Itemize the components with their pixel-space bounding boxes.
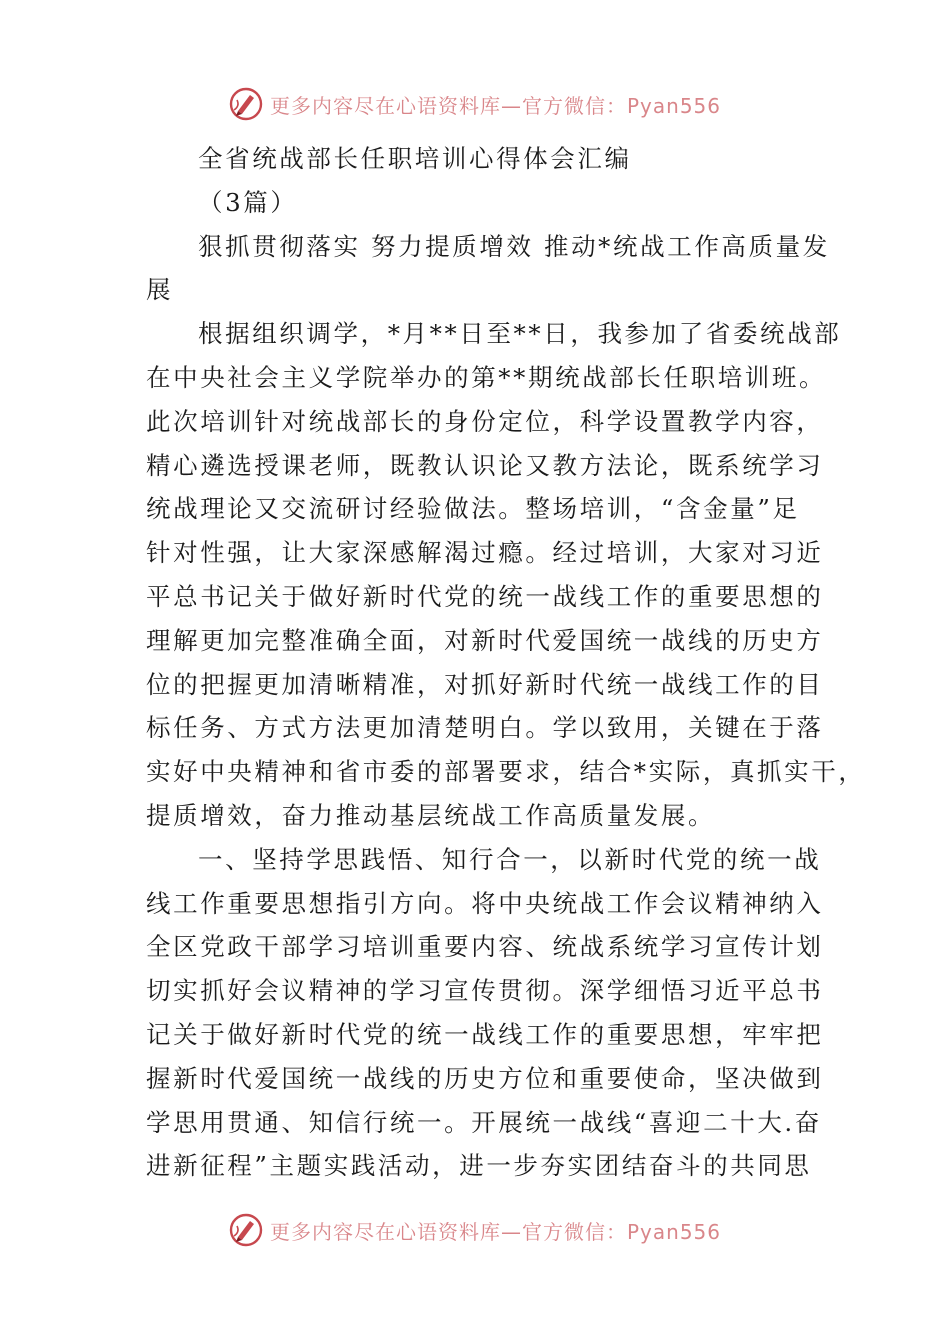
paragraph-line: 全区党政干部学习培训重要内容、统战系统学习宣传计划 xyxy=(146,932,824,962)
paragraph-line: 精心遴选授课老师，既教认识论又教方法论，既系统学习 xyxy=(146,450,824,480)
paragraph-line: 学思用贯通、知信行统一。开展统一战线“喜迎二十大.奋 xyxy=(146,1107,822,1137)
section-heading-line: 展 xyxy=(146,275,174,305)
paragraph-line: 统战理论又交流研讨经验做法。整场培训，“含金量”足 xyxy=(146,494,800,524)
paragraph-line: 线工作重要思想指引方向。将中央统战工作会议精神纳入 xyxy=(146,888,824,918)
paragraph-line: 针对性强，让大家深感解渴过瘾。经过培训，大家对习近 xyxy=(146,538,824,568)
paragraph-line: 此次培训针对统战部长的身份定位，科学设置教学内容， xyxy=(146,406,824,436)
section-heading-line: 狠抓贯彻落实 努力提质增效 推动*统战工作高质量发 xyxy=(198,231,830,261)
document-title: 全省统战部长任职培训心得体会汇编 xyxy=(198,144,632,173)
paragraph-line: 一、坚持学思践悟、知行合一，以新时代党的统一战 xyxy=(198,844,822,874)
paragraph-line: 记关于做好新时代党的统一战线工作的重要思想，牢牢把 xyxy=(146,1019,824,1049)
paragraph-line: 提质增效，奋力推动基层统战工作高质量发展。 xyxy=(146,800,716,830)
paragraph-line: 平总书记关于做好新时代党的统一战线工作的重要思想的 xyxy=(146,581,824,611)
paragraph-line: 位的把握更加清晰精准，对抓好新时代统一战线工作的目 xyxy=(146,669,824,699)
paragraph-line: 根据组织调学，*月**日至**日，我参加了省委统战部 xyxy=(198,319,842,349)
document-count: （3篇） xyxy=(198,187,298,217)
pen-circle-logo-icon xyxy=(228,1212,264,1248)
paragraph-line: 标任务、方式方法更加清楚明白。学以致用，关键在于落 xyxy=(146,713,824,743)
paragraph-line: 进新征程”主题实践活动，进一步夯实团结奋斗的共同思 xyxy=(146,1151,812,1181)
paragraph-line: 在中央社会主义学院举办的第**期统战部长任职培训班。 xyxy=(146,362,827,392)
paragraph-line: 切实抓好会议精神的学习宣传贯彻。深学细悟习近平总书 xyxy=(146,976,824,1006)
paragraph-line: 实好中央精神和省市委的部署要求，结合*实际，真抓实干， xyxy=(146,757,866,787)
paragraph-line: 握新时代爱国统一战线的历史方位和重要使命，坚决做到 xyxy=(146,1063,824,1093)
pen-circle-logo-icon xyxy=(228,86,264,122)
watermark-text: 更多内容尽在心语资料库—官方微信：Pyan556 xyxy=(270,93,722,118)
document-body xyxy=(146,137,866,1188)
paragraph-line: 理解更加完整准确全面，对新时代爱国统一战线的历史方 xyxy=(146,625,824,655)
watermark-banner-top xyxy=(228,84,748,124)
watermark-banner-bottom xyxy=(228,1210,748,1250)
watermark-text: 更多内容尽在心语资料库—官方微信：Pyan556 xyxy=(270,1219,722,1244)
